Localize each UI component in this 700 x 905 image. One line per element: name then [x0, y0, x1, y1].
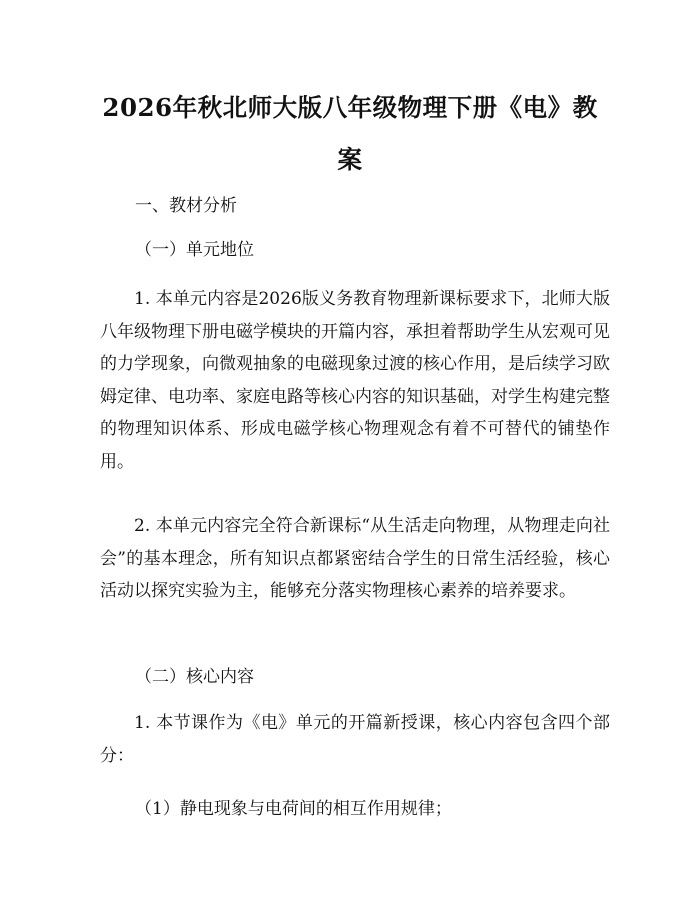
document-title: 2026年秋北师大版八年级物理下册《电》教案 — [102, 93, 598, 174]
subsection-heading-core-content: （二）核心内容 — [135, 667, 254, 687]
section-heading-textbook-analysis: 一、教材分析 — [135, 196, 237, 216]
subsection-heading-unit-position: （一）单元地位 — [135, 240, 254, 260]
paragraph-unit-position-2: 2. 本单元内容完全符合新课标“从生活走向物理，从物理走向社会”的基本理念，所有知识点都紧密结合学生的日常生活经验，核心活动以探究实验为主，能够充分落实物理核心素养的培养要求。 — [100, 516, 610, 602]
list-item-static-electricity: （1）静电现象与电荷间的相互作用规律； — [135, 799, 452, 819]
paragraph-core-content-intro: 1. 本节课作为《电》单元的开篇新授课，核心内容包含四个部分： — [100, 713, 610, 766]
paragraph-unit-position-1: 1. 本单元内容是2026版义务教育物理新课标要求下，北师大版八年级物理下册电磁学模块的开篇内容，承担着帮助学生从宏观可见的力学现象，向微观抽象的电磁现象过渡的核心作用，是后续学习欧姆定律、电功率、家庭电路等核心内容的知识基础，对学生构建完整的物理知识体系、形成电磁学核心物理观念有着不可替代的铺垫作用。 — [100, 289, 610, 472]
